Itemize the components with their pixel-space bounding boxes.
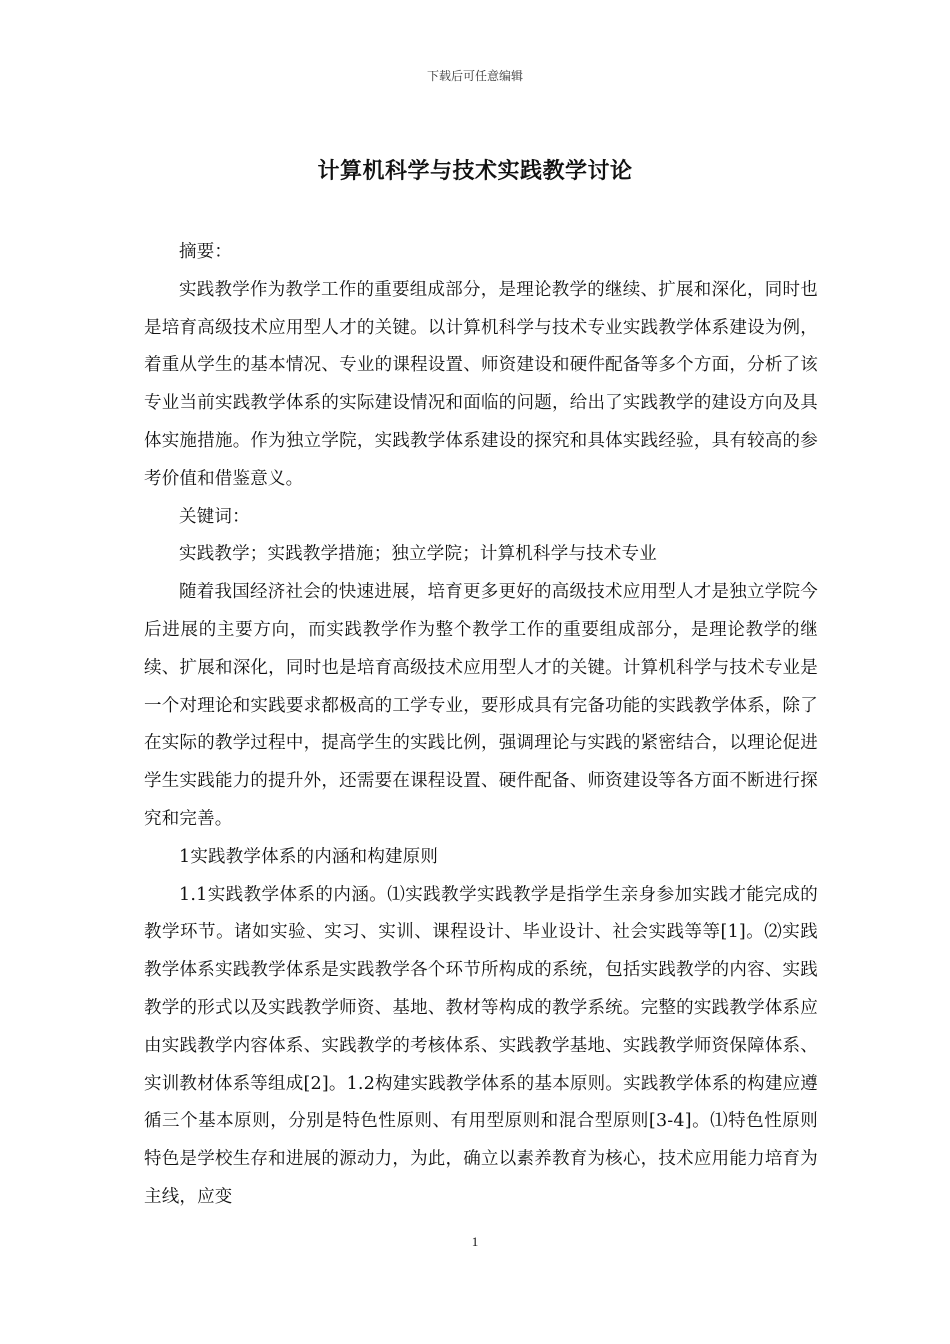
keywords-heading: 关键词： — [179, 506, 250, 527]
abstract-heading: 摘要： — [179, 242, 233, 262]
section-1-paragraph: 1.1实践教学体系的内涵。⑴实践教学实践教学是指学生亲身参加实践才能完成的教学环节。诸如实验、实习、实训、课程设计、毕业设计、社会实践等等[1]。⑵实践教学体系实践教学体系是实践教学各个环节所构成的系统，包括实践教学的内容、实践教学的形式以及实践教学师资、基地、教材等构成的教学系统。完整的实践教学体系应由实践教学内容体系、实践教学的考核体系、实践教学基地、实践教学师资保障体系、实训教材体系等组成[2]。1.2构建实践教学体系的基本原则。实践教学体系的构建应遵循三个基本原则，分别是特色性原则、有用型原则和混合型原则[3-4]。⑴特色性原则特色是学校生存和进展的源动力，为此，确立以素养教育为核心，技术应用能力培育为主线，应变 — [144, 884, 818, 1207]
abstract-paragraph: 实践教学作为教学工作的重要组成部分，是理论教学的继续、扩展和深化，同时也是培育高级技术应用型人才的关键。以计算机科学与技术专业实践教学体系建设为例，着重从学生的基本情况、专业的课程设置、师资建设和硬件配备等多个方面，分析了该专业当前实践教学体系的实际建设情况和面临的问题，给出了实践教学的建设方向及具体实施措施。作为独立学院，实践教学体系建设的探究和具体实践经验，具有较高的参考价值和借鉴意义。 — [144, 279, 818, 489]
header-note: 下载后可任意编辑 — [426, 69, 523, 83]
document-body — [144, 234, 818, 1217]
document-title: 计算机科学与技术实践教学讨论 — [317, 159, 633, 184]
keywords-paragraph: 实践教学；实践教学措施；独立学院；计算机科学与技术专业 — [179, 544, 657, 565]
page-number: 1 — [471, 1234, 479, 1249]
section-heading-1: 1实践教学体系的内涵和构建原则 — [179, 846, 439, 867]
intro-paragraph: 随着我国经济社会的快速进展，培育更多更好的高级技术应用型人才是独立学院今后进展的主要方向，而实践教学作为整个教学工作的重要组成部分，是理论教学的继续、扩展和深化，同时也是培育高级技术应用型人才的关键。计算机科学与技术专业是一个对理论和实践要求都极高的工学专业，要形成具有完备功能的实践教学体系，除了在实际的教学过程中，提高学生的实践比例，强调理论与实践的紧密结合，以理论促进学生实践能力的提升外，还需要在课程设置、硬件配备、师资建设等各方面不断进行探究和完善。 — [144, 582, 818, 829]
